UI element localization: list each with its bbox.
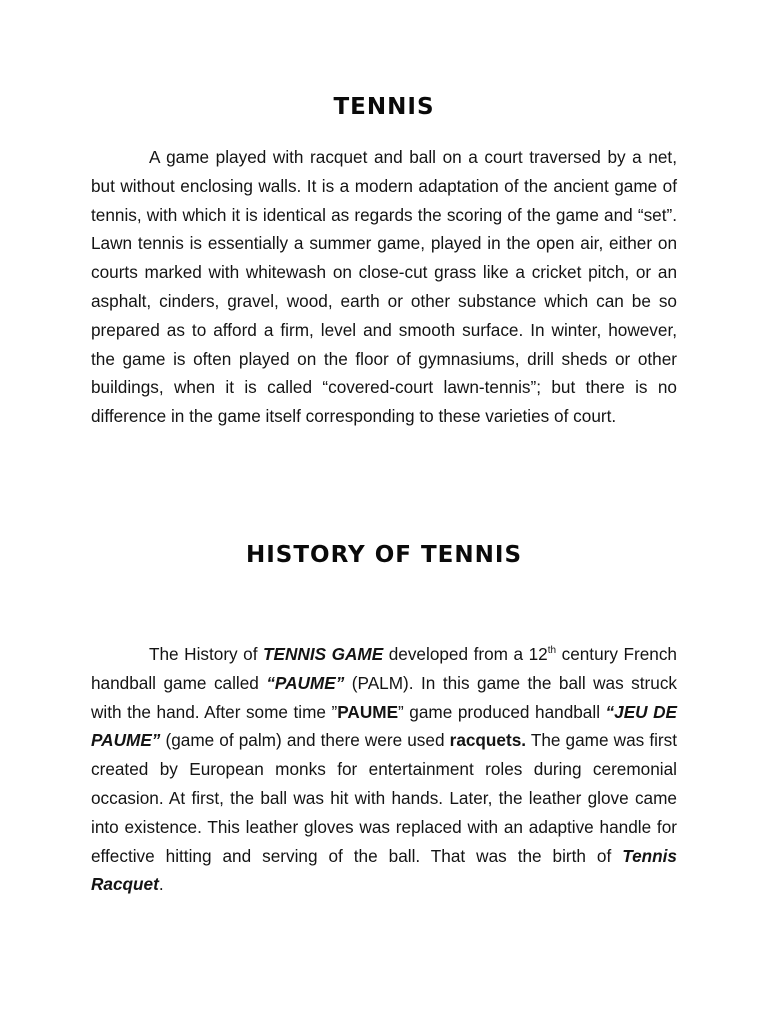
ordinal-superscript: th xyxy=(547,645,557,656)
history-text: developed from a 12 xyxy=(383,644,548,664)
history-text: The game was first created by European monks for entertainment roles during ceremonial occasion. At first, the ball was hit with hands. Later, the leather glove came into existence. This leather gloves was replaced with an adaptive handle for effective hitting and serving of the ball. That was the birth of xyxy=(91,730,678,866)
emphasis-tennis-game: TENNIS GAME xyxy=(263,644,384,664)
paume-word: PAUME xyxy=(274,672,336,693)
history-text: The History of xyxy=(149,644,264,664)
history-text: . xyxy=(158,874,164,895)
emphasis-jeu-de-paume: “JEU DE PAUME” xyxy=(91,701,677,751)
history-text: ” game produced handball xyxy=(398,701,606,722)
quote-close: ” xyxy=(335,672,345,693)
emphasis-paume xyxy=(266,673,344,693)
tennis-description-paragraph: A game played with racquet and ball on a court traversed by a net, but without enclosing walls. It is a modern adaptation of the ancient game of tennis, with which it is identical as regards the scoring of the game and “set”. Lawn tennis is essentially a summer game, played in the open air, either on courts marked with whitewash on close-cut grass like a cricket pitch, or an asphalt, cinders, gravel, wood, earth or other substance which can be so prepared as to afford a firm, level and smooth surface. In winter, however, the game is often played on the floor of gymnasiums, drill sheds or other buildings, when it is called “covered-court lawn-tennis”; but there is no difference in the game itself corresponding to these varieties of court. xyxy=(91,147,677,427)
history-text: (PALM). In this game the ball was struck with the hand. After some time ” xyxy=(91,672,678,722)
quote-open: “ xyxy=(266,672,275,693)
emphasis-paume-bold: PAUME xyxy=(337,701,399,722)
history-text: century French handball game called xyxy=(91,644,677,693)
emphasis-tennis-racquet: Tennis Racquet xyxy=(91,845,677,895)
history-paragraph xyxy=(91,640,677,899)
section-title-history: HISTORY OF TENNIS xyxy=(245,542,523,568)
emphasis-racquets: racquets. xyxy=(449,730,527,751)
history-text: (game of palm) and there were used xyxy=(160,730,450,751)
section-title-tennis: TENNIS xyxy=(333,94,435,120)
